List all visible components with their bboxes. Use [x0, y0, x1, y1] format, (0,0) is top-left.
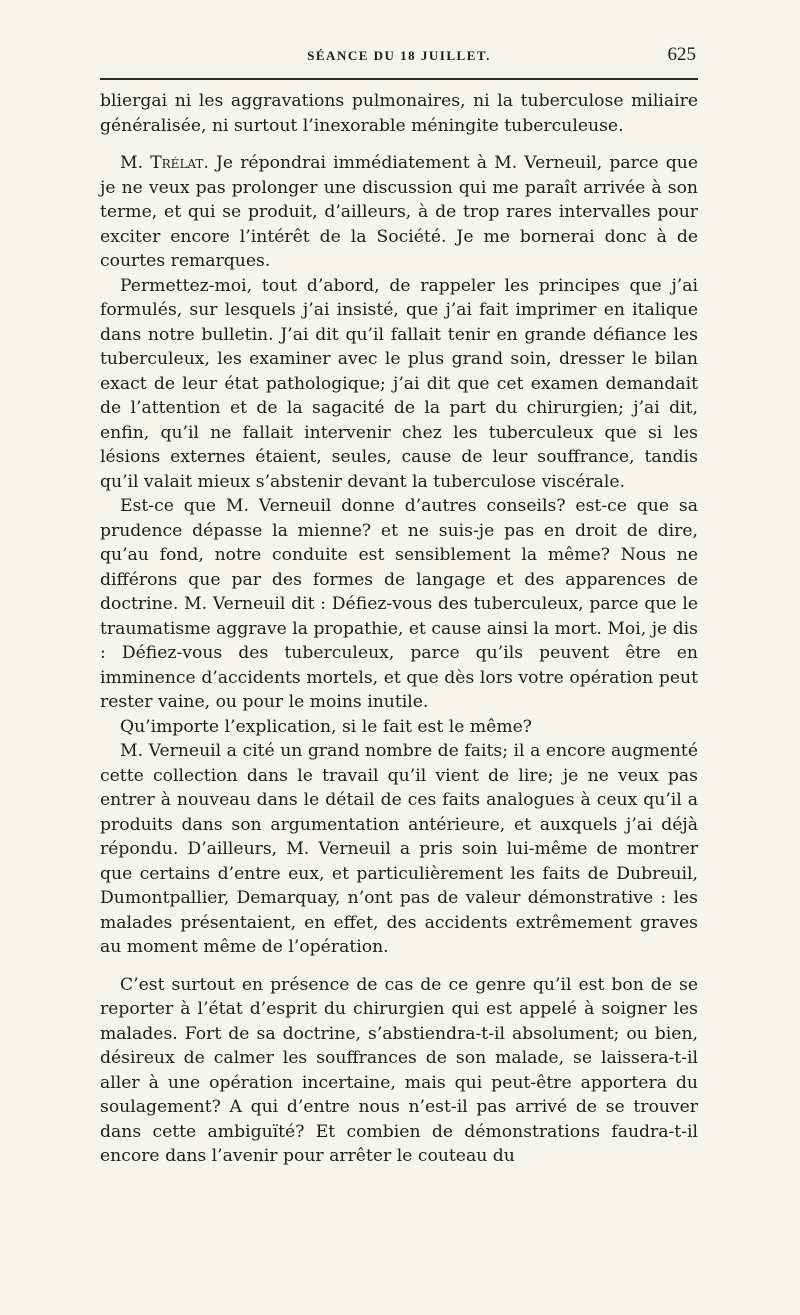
running-head: SÉANCE DU 18 JUILLET.: [307, 48, 491, 63]
paragraph: Qu’importe l’explication, si le fait est le même?: [120, 716, 533, 737]
paragraph-continued: bliergai ni les aggravations pulmonaires, ni la tuberculose miliaire généralisée, ni surtout l’inexorable méningite tuberculeuse.: [100, 91, 698, 136]
paragraph-trelat: [100, 151, 698, 274]
body-text: [100, 89, 698, 1169]
paragraph: Est-ce que M. Verneuil donne d’autres conseils? est-ce que sa prudence dépasse la mienne? et ne suis-je pas en droit de dire, qu’au fond, notre conduite est sensiblement la même? Nous ne différons que par des formes de langage et des apparences de doctrine. M. Verneuil dit : Défiez-vous des tuberculeux, parce que le traumatisme aggrave la propathie, et cause ainsi la mort. Moi, je dis : Défiez-vous des tuberculeux, parce qu’ils peuvent être en imminence d’accidents mortels, et que dès lors votre opération peut rester vaine, ou pour le moins inutile.: [100, 496, 698, 712]
paragraph: M. Verneuil a cité un grand nombre de faits; il a encore augmenté cette collection dans le travail qu’il vient de lire; je ne veux pas entrer à nouveau dans le détail de ces faits analogues à ceux qu’il a produits dans son argumentation antérieure, et auxquels j’ai déjà répondu. D’ailleurs, M. Verneuil a pris soin lui-même de montrer que certains d’entre eux, et particulièrement les faits de Dubreuil, Dumontpallier, Demarquay, n’ont pas de valeur démonstrative : les malades présentaient, en effet, des accidents extrêmement graves au moment même de l’opération.: [100, 741, 698, 957]
page-number: 625: [667, 44, 696, 65]
page-header: [100, 42, 698, 82]
paragraph: Permettez-moi, tout d’abord, de rappeler les principes que j’ai formulés, sur lesquels j’ai insisté, que j’ai fait imprimer en italique dans notre bulletin. J’ai dit qu’il fallait tenir en grande défiance les tuberculeux, les examiner avec le plus grand soin, dresser le bilan exact de leur état pathologique; j’ai dit que cet examen demandait de l’attention et de la sagacité de la part du chirurgien; j’ai dit, enfin, qu’il ne fallait intervenir chez les tuberculeux que si les lésions externes étaient, seules, cause de leur souffrance, tandis qu’il valait mieux s’abstenir devant la tuberculose viscérale.: [100, 275, 698, 492]
header-rule: [100, 78, 698, 80]
speaker-name: Trélat.: [150, 153, 209, 173]
paragraph: C’est surtout en présence de cas de ce genre qu’il est bon de se reporter à l’état d’esprit du chirurgien qui est appelé à soigner les malades. Fort de sa doctrine, s’abstiendra-t-il absolument; ou bien, désireux de calmer les souffrances de son malade, se laissera-t-il aller à une opération incertaine, mais qui peut-être apportera du soulagement? A qui d’entre nous n’est-il pas arrivé de se trouver dans cette ambiguïté? Et combien de démonstrations faudra-t-il encore dans l’avenir pour arrêter le couteau du: [100, 974, 698, 1166]
paragraph-trelat-text: Je répondrai immédiatement à M. Verneuil, parce que je ne veux pas prolonger une discussion qui me paraît arrivée à son terme, et qui se produit, d’ailleurs, à de trop rares intervalles pour exciter encore l’intérêt de la Société. Je me bornerai donc à de courtes remarques.: [100, 153, 699, 271]
speaker-prefix: M.: [120, 153, 144, 173]
